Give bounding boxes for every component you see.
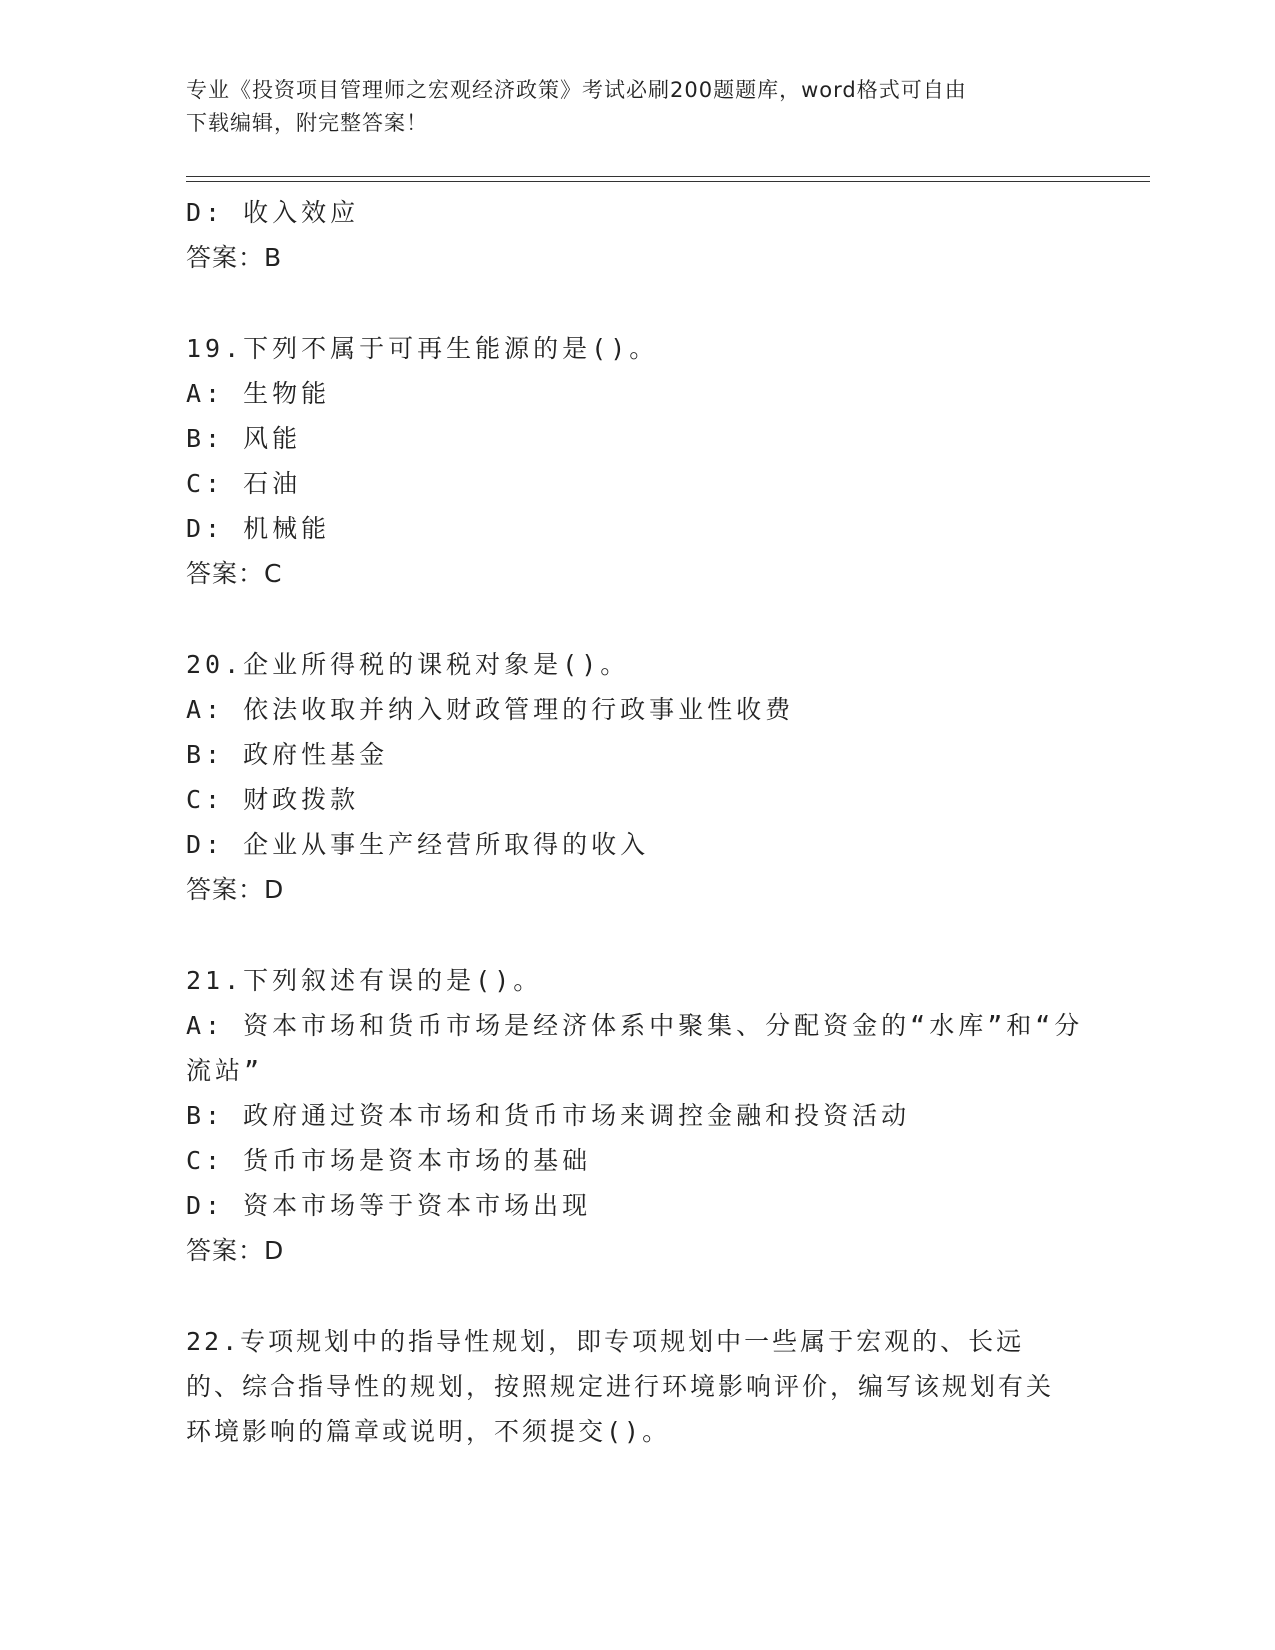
option-c: C: 石油 [186, 469, 302, 498]
option-a: A: 生物能 [186, 379, 331, 408]
question-stem: 20.企业所得税的课税对象是()。 [186, 650, 630, 679]
option-b: B: 政府性基金 [186, 740, 389, 769]
option-d: D: 企业从事生产经营所取得的收入 [186, 830, 650, 859]
question-22 [186, 1319, 1150, 1454]
question-21 [186, 958, 1150, 1273]
question-stem: 21.下列叙述有误的是()。 [186, 966, 543, 995]
answer: 答案：D [186, 1236, 285, 1265]
option-b: B: 风能 [186, 424, 302, 453]
prev-question-tail [186, 190, 1150, 280]
option-d: D: 资本市场等于资本市场出现 [186, 1191, 592, 1220]
option-c: C: 货币市场是资本市场的基础 [186, 1146, 592, 1175]
question-20 [186, 642, 1150, 912]
question-19 [186, 326, 1150, 596]
header-line-2: 下载编辑，附完整答案！ [186, 111, 428, 135]
option-d: D: 收入效应 [186, 198, 360, 227]
answer: 答案：D [186, 875, 285, 904]
header-line-1: 专业《投资项目管理师之宏观经济政策》考试必刷200题题库，word格式可自由 [186, 78, 967, 102]
option-d: D: 机械能 [186, 514, 331, 543]
option-a: A: 资本市场和货币市场是经济体系中聚集、分配资金的“水库”和“分流站” [186, 1011, 1084, 1085]
answer: 答案：B [186, 243, 283, 272]
header-divider-bottom [186, 181, 1150, 182]
question-list [186, 190, 1150, 1454]
option-b: B: 政府通过资本市场和货币市场来调控金融和投资活动 [186, 1101, 911, 1130]
option-c: C: 财政拨款 [186, 785, 360, 814]
question-stem: 19.下列不属于可再生能源的是()。 [186, 334, 659, 363]
option-a: A: 依法收取并纳入财政管理的行政事业性收费 [186, 695, 795, 724]
header-divider-top [186, 176, 1150, 177]
document-header [186, 74, 1066, 140]
question-stem: 22.专项规划中的指导性规划，即专项规划中一些属于宏观的、长远的、综合指导性的规划，按照规定进行环境影响评价，编写该规划有关环境影响的篇章或说明，不须提交()。 [186, 1327, 1055, 1446]
answer: 答案：C [186, 559, 283, 588]
